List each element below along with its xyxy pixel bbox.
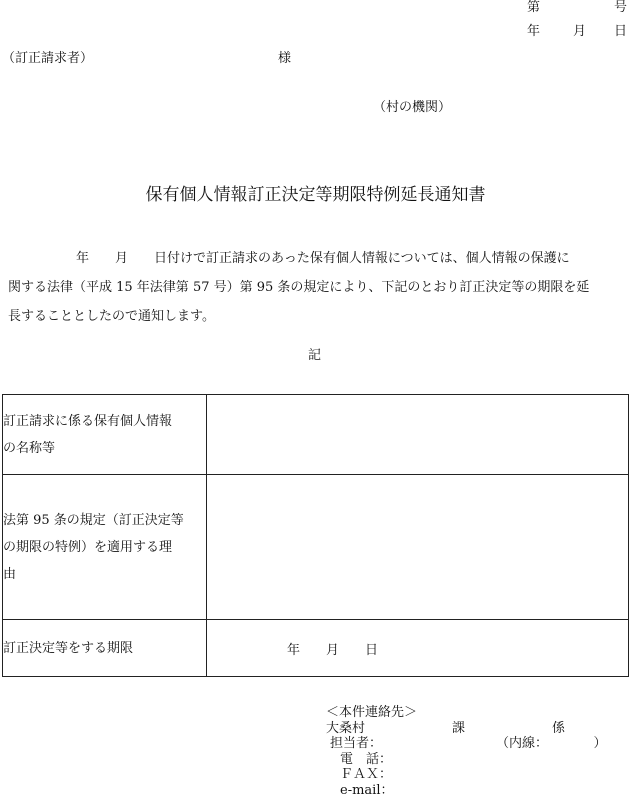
- contact-email: e-mail：: [340, 782, 394, 798]
- contact-org-line: [326, 720, 566, 737]
- table-row: [3, 620, 629, 677]
- row-label-info-name: [3, 395, 207, 475]
- body-line-1: 年 月 日付けで訂正請求のあった保有個人情報については、個人情報の保護に: [76, 251, 570, 266]
- contact-block: [326, 705, 607, 798]
- doc-number-suffix: 号: [614, 0, 628, 15]
- deadline-date: 年 月 日: [287, 642, 379, 658]
- contact-extension: （内線： ）: [496, 736, 607, 751]
- contact-fax: ＦＡＸ：: [340, 767, 393, 782]
- table-row: [3, 475, 629, 620]
- recipient-label: （訂正請求者）: [2, 51, 94, 66]
- date-day: 日: [614, 24, 628, 39]
- contact-person: 担当者：: [330, 736, 383, 751]
- table-row: [3, 395, 629, 475]
- row-label-deadline: 訂正決定等をする期限: [3, 620, 207, 677]
- contact-person-line: [326, 736, 607, 752]
- recipient-honorific: 様: [278, 51, 292, 66]
- contact-kakari: 係: [552, 720, 566, 736]
- contact-phone: 電 話：: [340, 751, 393, 767]
- row-value-deadline: [207, 620, 629, 677]
- issuer-label: （村の機関）: [373, 100, 452, 115]
- row-label-line: 由: [3, 566, 17, 582]
- contact-org: 大桑村: [326, 720, 366, 736]
- contact-heading: ＜本件連絡先＞: [326, 705, 418, 720]
- doc-number-prefix: 第: [527, 0, 541, 15]
- row-label-line: 訂正請求に係る保有個人情報: [3, 413, 173, 429]
- row-label-line: 法第 95 条の規定（訂正決定等: [3, 512, 184, 528]
- row-value-info-name: [207, 395, 629, 475]
- date-month: 月: [573, 24, 587, 39]
- body-line-3: 長することとしたので通知します。: [8, 309, 215, 324]
- row-label-line: の名称等: [3, 440, 56, 456]
- page-title: 保有個人情報訂正決定等期限特例延長通知書: [145, 185, 486, 205]
- date-year: 年: [527, 24, 541, 39]
- row-label-reason: [3, 475, 207, 620]
- row-label-line: の期限の特例）を適用する理: [3, 539, 173, 555]
- body-line-2: 関する法律（平成 15 年法律第 57 号）第 95 条の規定により、下記のとおり訂正決定等の期限を延: [8, 280, 590, 295]
- items-table: [2, 394, 629, 677]
- row-value-reason: [207, 475, 629, 620]
- contact-ka: 課: [452, 720, 466, 736]
- body-paragraph: [8, 244, 630, 331]
- ki-heading: 記: [308, 348, 322, 363]
